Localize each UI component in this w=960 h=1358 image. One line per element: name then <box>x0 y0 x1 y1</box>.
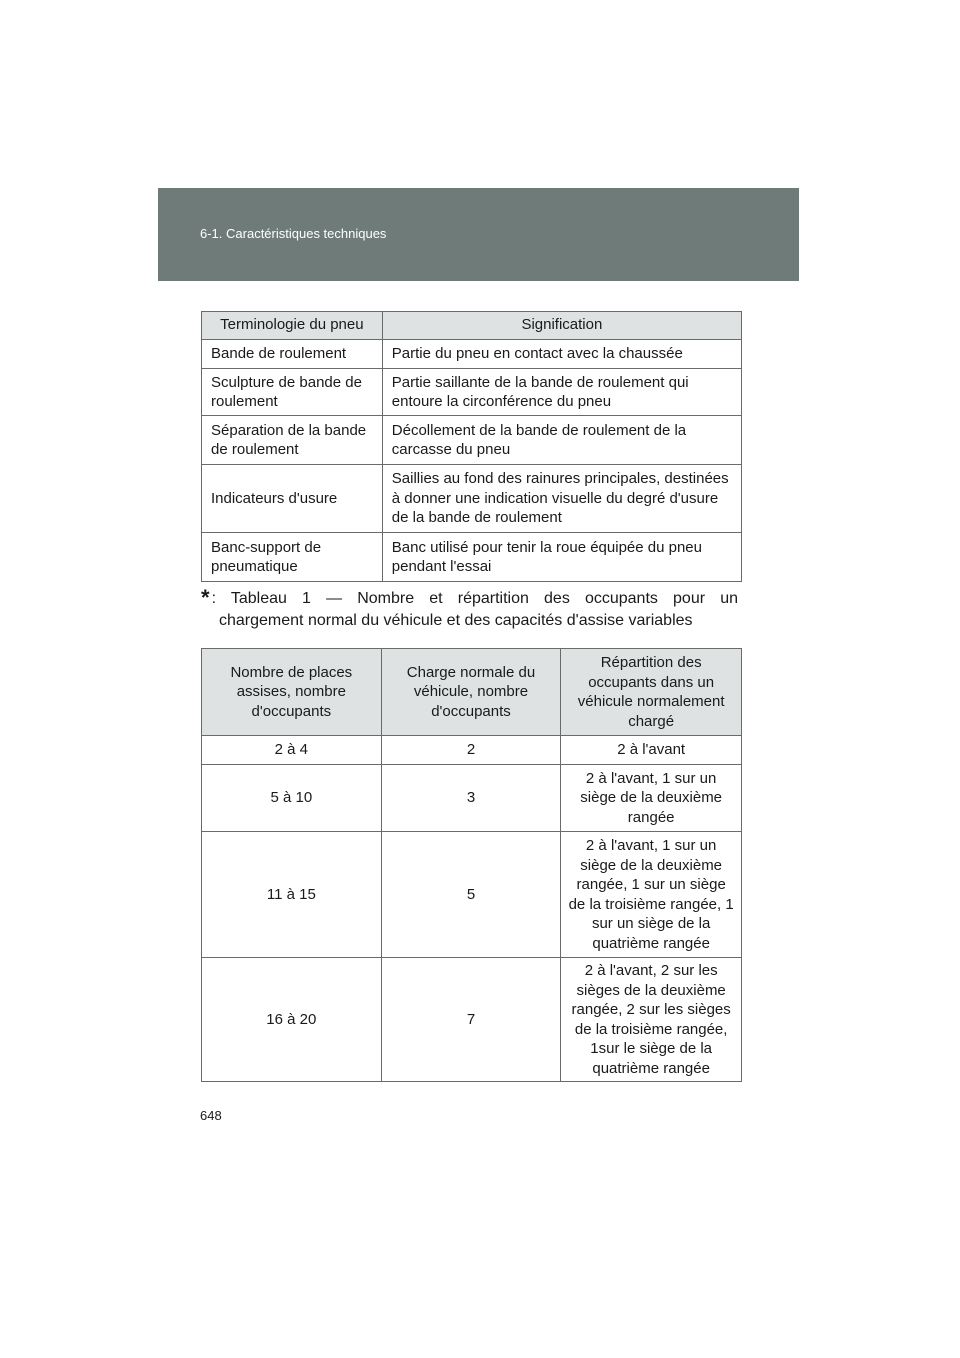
table-row <box>202 958 742 1082</box>
section-title: 6-1. Caractéristiques techniques <box>200 226 387 241</box>
table-header-row <box>202 312 742 340</box>
tire-terminology-table <box>201 311 742 582</box>
section-header-band <box>158 188 799 281</box>
normal-load-cell: 5 <box>381 832 561 958</box>
occupant-distribution-table <box>201 648 742 1082</box>
distribution-cell: 2 à l'avant, 1 sur un siège de la deuxième rangée <box>561 765 742 832</box>
column-header: Terminologie du pneu <box>202 312 383 340</box>
meaning-cell: Partie du pneu en contact avec la chaussée <box>382 340 741 369</box>
normal-load-cell: 7 <box>381 958 561 1082</box>
footnote <box>201 585 738 632</box>
table-row <box>202 416 742 465</box>
term-cell: Séparation de la bande de roulement <box>202 416 383 465</box>
table-row <box>202 340 742 369</box>
normal-load-cell: 3 <box>381 765 561 832</box>
meaning-cell: Banc utilisé pour tenir la roue équipée du pneu pendant l'essai <box>382 533 741 582</box>
table-row <box>202 533 742 582</box>
footnote-marker: * <box>201 585 210 610</box>
column-header: Charge normale du véhicule, nombre d'occupants <box>381 649 561 736</box>
distribution-cell: 2 à l'avant <box>561 736 742 765</box>
table-row <box>202 465 742 533</box>
meaning-cell: Décollement de la bande de roulement de la carcasse du pneu <box>382 416 741 465</box>
footnote-line-1: : Tableau 1 — Nombre et répartition des occupants pour un <box>211 590 738 607</box>
seating-capacity-cell: 2 à 4 <box>202 736 382 765</box>
normal-load-cell: 2 <box>381 736 561 765</box>
table-row <box>202 765 742 832</box>
table-row <box>202 369 742 416</box>
distribution-cell: 2 à l'avant, 2 sur les sièges de la deuxième rangée, 2 sur les sièges de la troisième rangée, 1sur le siège de la quatrième rangée <box>561 958 742 1082</box>
seating-capacity-cell: 11 à 15 <box>202 832 382 958</box>
footnote-line-2: chargement normal du véhicule et des capacités d'assise variables <box>219 612 693 629</box>
seating-capacity-cell: 16 à 20 <box>202 958 382 1082</box>
term-cell: Banc-support de pneumatique <box>202 533 383 582</box>
column-header: Répartition des occupants dans un véhicule normalement chargé <box>561 649 742 736</box>
meaning-cell: Saillies au fond des rainures principales, destinées à donner une indication visuelle du degré d'usure de la bande de roulement <box>382 465 741 533</box>
term-cell: Bande de roulement <box>202 340 383 369</box>
seating-capacity-cell: 5 à 10 <box>202 765 382 832</box>
term-cell: Sculpture de bande de roulement <box>202 369 383 416</box>
distribution-cell: 2 à l'avant, 1 sur un siège de la deuxième rangée, 1 sur un siège de la troisième rangée, 1 sur un siège de la quatrième rangée <box>561 832 742 958</box>
column-header: Signification <box>382 312 741 340</box>
term-cell: Indicateurs d'usure <box>202 465 383 533</box>
table-row <box>202 736 742 765</box>
meaning-cell: Partie saillante de la bande de roulement qui entoure la circonférence du pneu <box>382 369 741 416</box>
page-number: 648 <box>200 1108 222 1123</box>
table-row <box>202 832 742 958</box>
table-header-row <box>202 649 742 736</box>
column-header: Nombre de places assises, nombre d'occupants <box>202 649 382 736</box>
